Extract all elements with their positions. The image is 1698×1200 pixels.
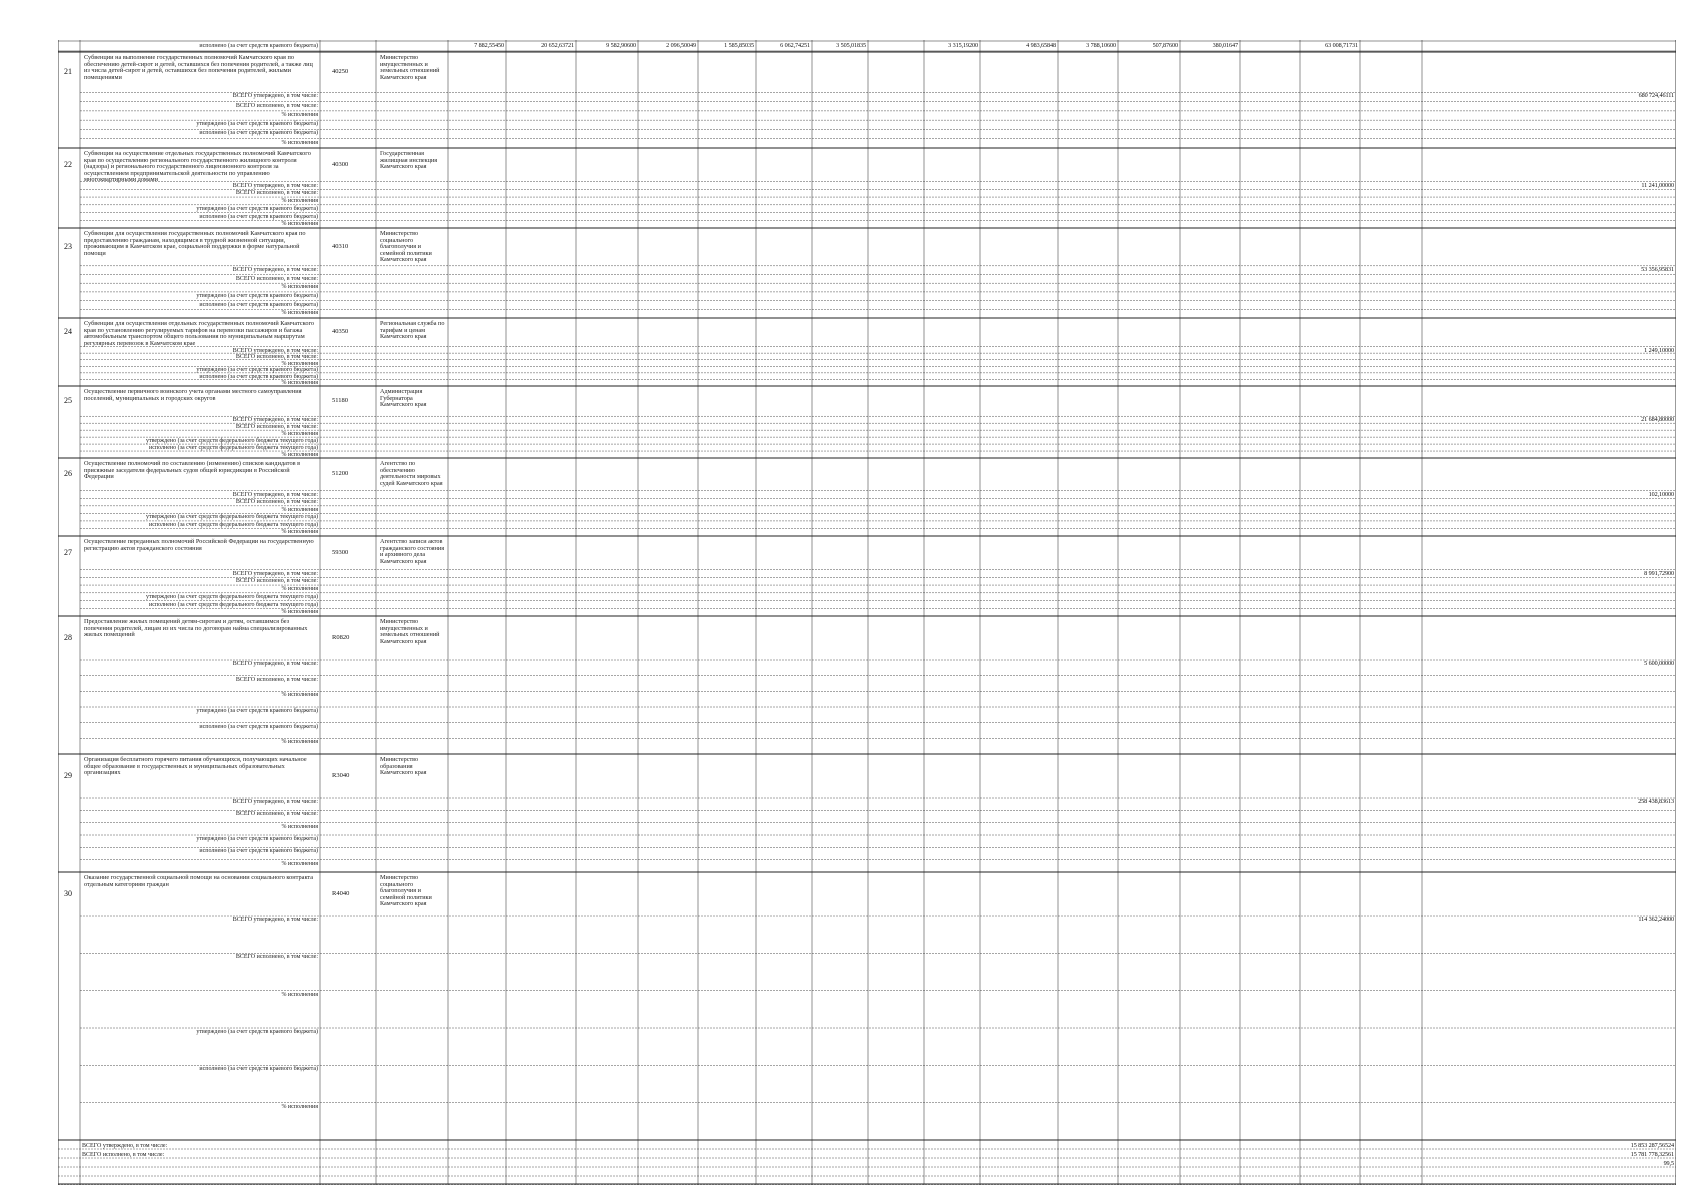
row-label: % исполнения <box>281 529 318 536</box>
row-label: исполнено (за счет средств федерального бюджета текущего года) <box>149 445 318 452</box>
row-label: ВСЕГО исполнено, в том числе: <box>235 424 318 431</box>
row-label: % исполнения <box>281 586 318 593</box>
row-label: % исполнения <box>281 452 318 459</box>
value-cell: 11 241,00000 <box>1641 181 1674 189</box>
row-label: исполнено (за счет средств краевого бюджета) <box>199 848 318 855</box>
section-description: Организация бесплатного горячего питания обучающихся, получающих начальное общее образование в государственных и муниципальных образовательных организациях <box>84 756 307 777</box>
row-label: ВСЕГО утверждено, в том числе: <box>232 799 318 805</box>
row-label: ВСЕГО исполнено, в том числе: <box>235 354 318 361</box>
grand-total-label: ВСЕГО утверждено, в том числе: <box>82 1143 168 1149</box>
value-cell: 9 582,90600 <box>606 42 636 49</box>
row-label: ВСЕГО утверждено, в том числе: <box>232 93 318 100</box>
row-number: 26 <box>64 469 72 479</box>
row-label: % исполнения <box>281 139 318 146</box>
section-description: Субвенции на осуществление отдельных государственных полномочий Камчатского края по осуществлению регионального государственного жилищного контроля (надзора) и регионального государственного лицензионного контроля за осуществлением предпринимательской деятельности по управлению многоквартирными домами <box>84 150 311 184</box>
value-cell: 20 652,63721 <box>541 42 574 49</box>
row-label: % исполнения <box>281 431 318 438</box>
row-label: утверждено (за счет средств краевого бюджета) <box>196 367 318 374</box>
section-description: Осуществление первичного воинского учета органами местного самоуправления поселений, муниципальных и городских округов <box>84 388 302 402</box>
section-description: Предоставление жилых помещений детям-сиротам и детям, оставшимся без попечения родителей, лицам из их числа по договорам найма специализированных жилых помещений <box>84 618 308 639</box>
value-cell: 3 788,10600 <box>1086 42 1116 49</box>
value-cell: 15 853 287,56524 <box>1630 1142 1674 1149</box>
value-cell: 5 600,00000 <box>1644 660 1674 667</box>
value-cell: 1 585,85035 <box>724 42 754 49</box>
row-label: ВСЕГО утверждено, в том числе: <box>232 917 318 923</box>
organization-name: Министерство образования Камчатского края <box>380 756 427 776</box>
row-number: 22 <box>64 159 72 169</box>
row-label: % исполнения <box>281 284 318 291</box>
document-sheet <box>58 40 1676 1185</box>
row-label: ВСЕГО исполнено, в том числе: <box>235 499 318 506</box>
row-label: % исполнения <box>281 991 318 998</box>
row-label: утверждено (за счет средств краевого бюджета) <box>196 1029 318 1035</box>
value-cell: 21 684,80000 <box>1641 416 1674 424</box>
budget-code: 40310 <box>332 242 349 250</box>
value-cell: 258 438,83613 <box>1638 798 1674 805</box>
row-label: % исполнения <box>281 506 318 513</box>
organization-name: Агентство по обеспечению деятельности мировых судей Камчатского края <box>380 460 443 487</box>
budget-code: R4040 <box>332 890 350 897</box>
row-label: ВСЕГО исполнено, в том числе: <box>235 102 318 109</box>
value-cell: 2 096,50049 <box>666 42 696 49</box>
organization-name: Региональная служба по тарифам и ценам Камчатского края <box>380 320 445 340</box>
row-label: ВСЕГО утверждено, в том числе: <box>232 491 318 498</box>
row-label: ВСЕГО исполнено, в том числе: <box>235 676 318 683</box>
section-description: Осуществление переданных полномочий Российской Федерации на государственную регистрацию актов гражданского состояния <box>84 538 314 552</box>
row-label: исполнено (за счет средств краевого бюджета) <box>199 130 318 137</box>
row-label: исполнено (за счет средств краевого бюджета) <box>199 213 318 220</box>
row-label: % исполнения <box>281 198 318 205</box>
row-label: исполнено (за счет средств краевого бюджета) <box>199 43 318 49</box>
row-label: ВСЕГО утверждено, в том числе: <box>232 182 318 189</box>
row-label: утверждено (за счет средств краевого бюджета) <box>196 708 318 714</box>
row-number: 30 <box>64 889 72 898</box>
row-label: утверждено (за счет средств федерального бюджета текущего года) <box>145 438 318 445</box>
row-label: % исполнения <box>281 360 318 367</box>
value-cell: 114 362,24000 <box>1638 916 1674 923</box>
value-cell: 53 356,95831 <box>1641 265 1674 273</box>
section-description: Осуществление полномочий по составлению (изменению) списков кандидатов в присяжные заседатели федеральных судов общей юрисдикции в Российской Федерации <box>84 460 301 481</box>
row-label: % исполнения <box>281 310 318 317</box>
value-cell: 8 991,72900 <box>1644 569 1674 577</box>
section-description: Субвенции для осуществления государственных полномочий Камчатского края по предоставлению гражданам, находящимся в трудной жизненной ситуации, проживающим в Камчатском крае, социальной поддержки в форме натуральной помощи <box>84 230 306 257</box>
row-number: 23 <box>64 241 72 251</box>
row-number: 25 <box>64 396 72 406</box>
row-label: ВСЕГО исполнено, в том числе: <box>235 190 318 197</box>
budget-code: 40250 <box>332 68 349 76</box>
budget-code: 40350 <box>332 328 349 336</box>
value-cell: 6 062,74251 <box>780 42 810 49</box>
row-label: % исполнения <box>281 380 318 387</box>
row-label: исполнено (за счет средств федерального бюджета текущего года) <box>149 601 318 608</box>
budget-code: 51200 <box>332 470 349 478</box>
row-number: 24 <box>64 327 72 337</box>
row-label: % исполнения <box>281 1103 318 1110</box>
value-cell: 99,5 <box>1663 1160 1674 1167</box>
organization-name: Министерство имущественных и земельных отношений Камчатского края <box>380 54 440 81</box>
row-label: утверждено (за счет средств федерального бюджета текущего года) <box>145 514 318 521</box>
section-description: Оказание государственной социальной помощи на основании социального контракта отдельным категориям граждан <box>84 874 314 888</box>
budget-code: R0820 <box>332 634 350 641</box>
row-label: ВСЕГО исполнено, в том числе: <box>235 811 318 818</box>
row-label: утверждено (за счет средств федерального бюджета текущего года) <box>145 593 318 600</box>
row-label: ВСЕГО исполнено, в том числе: <box>235 954 318 961</box>
value-cell: 507,87600 <box>1152 42 1178 49</box>
row-label: ВСЕГО утверждено, в том числе: <box>232 661 318 667</box>
row-label: % исполнения <box>281 739 318 746</box>
row-label: исполнено (за счет средств федерального бюджета текущего года) <box>149 521 318 528</box>
row-number: 29 <box>64 771 72 780</box>
value-cell: 102,10000 <box>1648 490 1674 498</box>
row-label: ВСЕГО утверждено, в том числе: <box>232 347 318 354</box>
row-label: % исполнения <box>281 823 318 830</box>
row-label: утверждено (за счет средств краевого бюджета) <box>196 121 318 128</box>
row-number: 21 <box>64 67 72 77</box>
row-label: ВСЕГО утверждено, в том числе: <box>232 266 318 273</box>
row-label: исполнено (за счет средств краевого бюджета) <box>199 301 318 308</box>
row-label: ВСЕГО утверждено, в том числе: <box>232 570 318 577</box>
value-cell: 3 315,19200 <box>948 42 978 49</box>
section-description: Субвенции на выполнение государственных полномочий Камчатского края по обеспечению детей-сирот и детей, оставшихся без попечения родителей, а также лиц из числа детей-сирот и детей, оставшихся без попечения родителей, жилыми помещениями <box>84 54 313 81</box>
budget-code: 51180 <box>332 397 349 405</box>
value-cell: 680 724,46111 <box>1638 92 1674 100</box>
organization-name: Агентство записи актов гражданского состояния и архивного дела Камчатского края <box>380 538 445 565</box>
row-label: утверждено (за счет средств краевого бюджета) <box>196 205 318 212</box>
row-label: ВСЕГО исполнено, в том числе: <box>235 275 318 282</box>
row-label: исполнено (за счет средств краевого бюджета) <box>199 373 318 380</box>
row-label: утверждено (за счет средств краевого бюджета) <box>196 292 318 299</box>
row-label: % исполнения <box>281 111 318 118</box>
value-cell: 380,01647 <box>1212 42 1238 49</box>
row-label: % исполнения <box>281 609 318 616</box>
value-cell: 63 008,71731 <box>1325 42 1358 49</box>
value-cell: 7 882,55450 <box>474 42 504 49</box>
value-cell: 4 983,65848 <box>1026 42 1056 49</box>
section-description: Субвенции для осуществления отдельных государственных полномочий Камчатского края по установлению регулируемых тарифов на перевозки пассажиров и багажа автомобильным транспортом общего пользования по муниципальным маршрутам регулярных перевозок в Камчатском крае <box>84 320 315 347</box>
organization-name: Администрация Губернатора Камчатского края <box>380 388 427 408</box>
value-cell: 1 249,10000 <box>1644 346 1674 354</box>
row-label: ВСЕГО утверждено, в том числе: <box>232 417 318 424</box>
organization-name: Министерство имущественных и земельных отношений Камчатского края <box>380 618 440 645</box>
organization-name: Министерство социального благополучия и семейной политики Камчатского края <box>380 230 432 263</box>
organization-name: Министерство социального благополучия и семейной политики Камчатского края <box>380 874 432 907</box>
row-label: % исполнения <box>281 221 318 228</box>
budget-code: R3040 <box>332 772 350 779</box>
row-label: утверждено (за счет средств краевого бюджета) <box>196 836 318 842</box>
budget-code: 40300 <box>332 160 349 168</box>
value-cell: 3 505,01835 <box>836 42 866 49</box>
row-number: 27 <box>64 547 72 557</box>
row-label: исполнено (за счет средств краевого бюджета) <box>199 1066 318 1073</box>
row-number: 28 <box>64 633 72 642</box>
value-cell: 15 781 778,32561 <box>1630 1151 1674 1158</box>
organization-name: Государственная жилищная инспекция Камчатского края <box>380 150 438 170</box>
row-label: % исполнения <box>281 860 318 867</box>
row-label: ВСЕГО исполнено, в том числе: <box>235 578 318 585</box>
grand-total-label: ВСЕГО исполнено, в том числе: <box>82 1152 165 1158</box>
row-label: исполнено (за счет средств краевого бюджета) <box>199 723 318 730</box>
row-label: % исполнения <box>281 692 318 699</box>
budget-code: 59300 <box>332 548 349 556</box>
